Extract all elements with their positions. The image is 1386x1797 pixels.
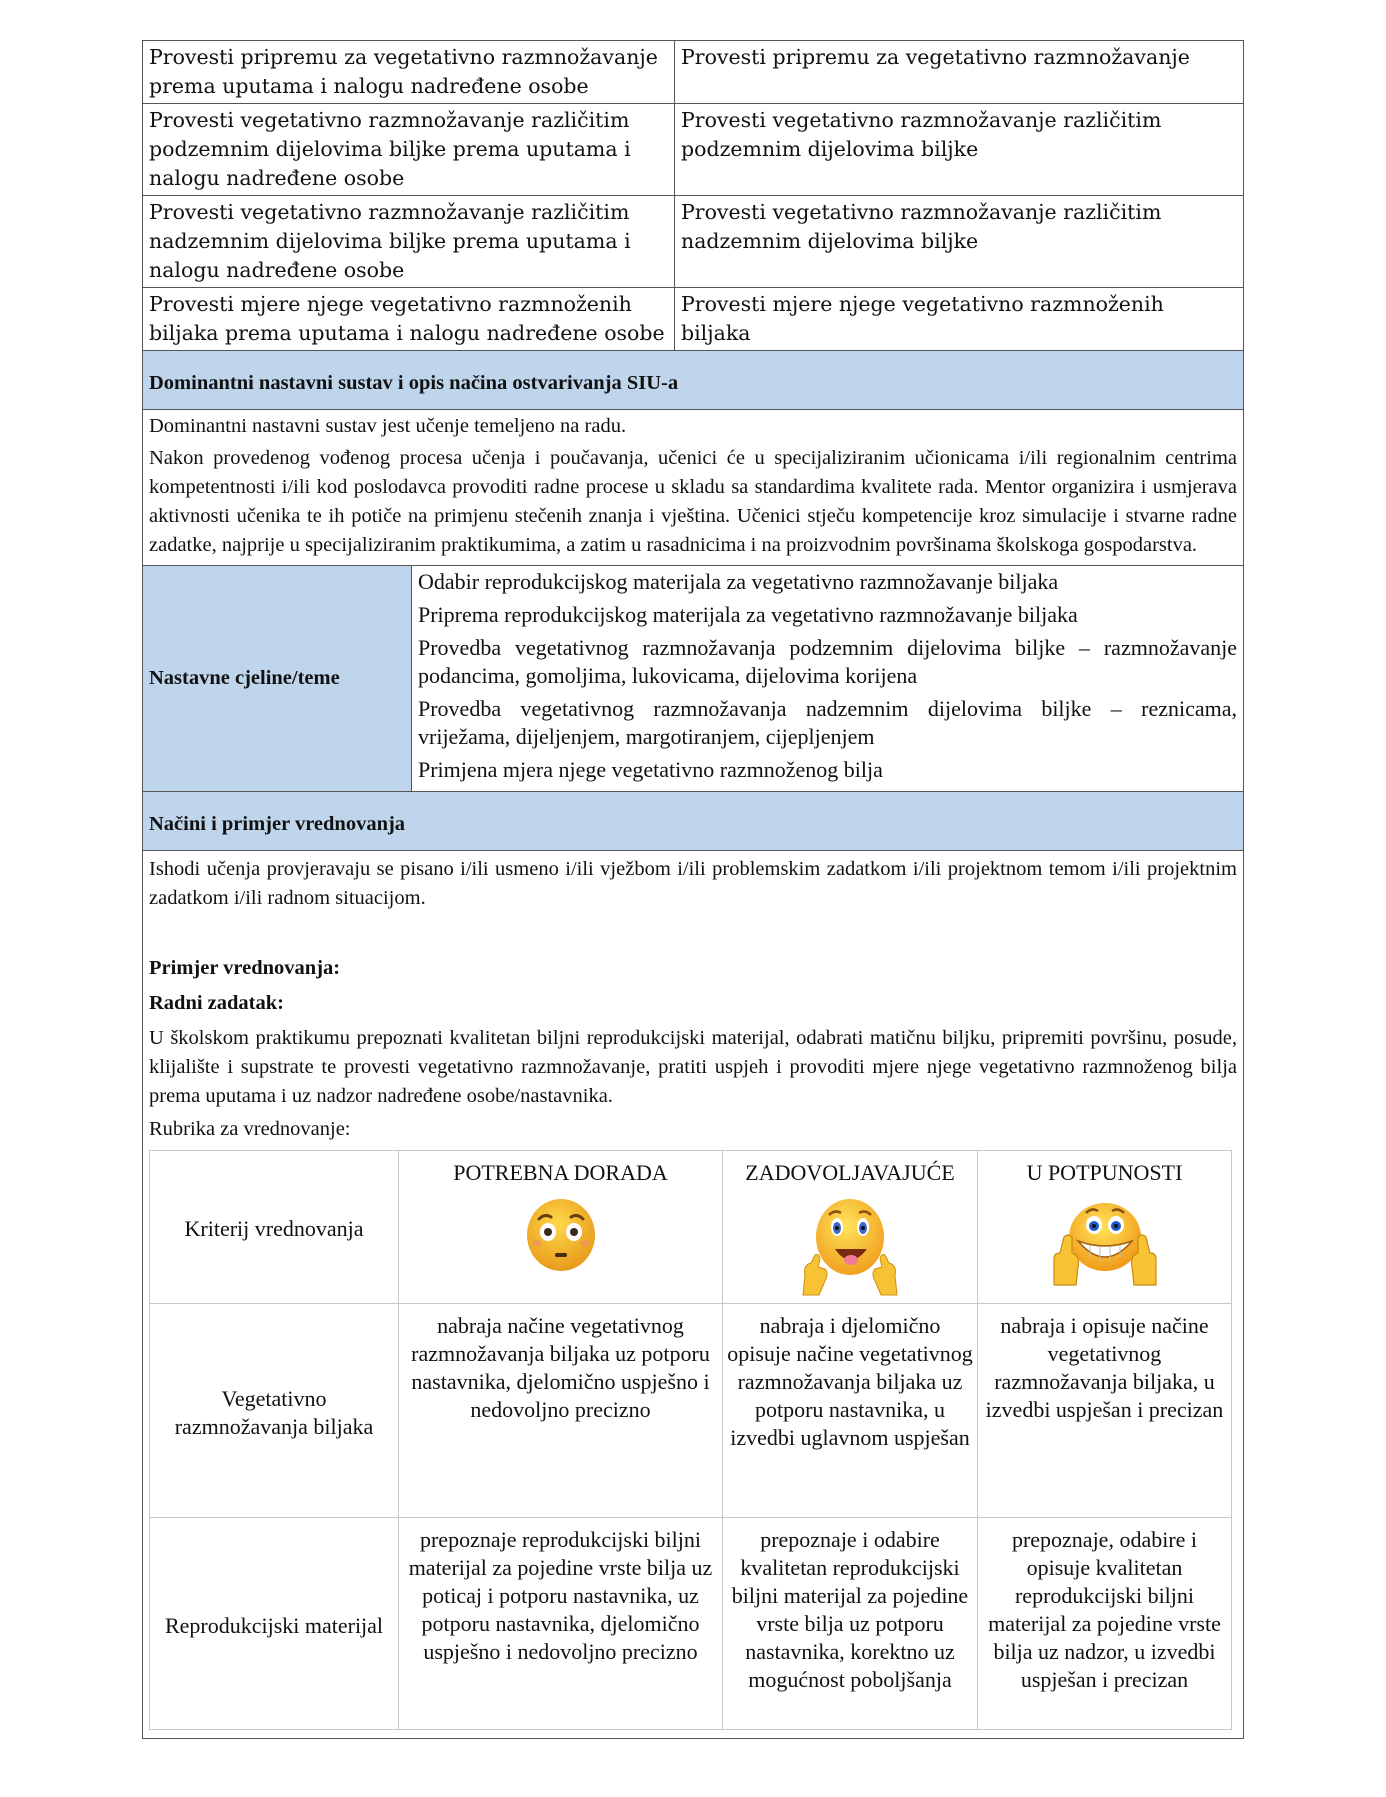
outcome-short: Provesti mjere njege vegetativno razmnoženih biljaka (675, 288, 1244, 351)
outcome-detailed: Provesti mjere njege vegetativno razmnoženih biljaka prema uputama i nalogu nadređene osobe (143, 288, 675, 351)
task-title: Radni zadatak: (149, 992, 284, 1014)
document-page (142, 40, 1243, 1739)
level-zadovoljavajuce (723, 1151, 978, 1304)
outcome-row (143, 104, 1244, 196)
dominant-para-2: Nakon provedenog vođenog procesa učenja i poučavanja, učenici će u specijaliziranim učionicama i/ili regionalnim centrima kompetentnosti i/ili kod poslodavca provoditi radne procese u skladu sa standardima kvalitete rada. Mentor organizira i usmjerava aktivnosti učenika te ih potiče na primjenu stečenih znanja i vještina. Učenici stječu kompetencije kroz simulacije i stvarne radne zadatke, najprije u specijaliziranim praktikumima, a zatim u rasadnicima i na proizvodnim površinama školskoga gospodarstva. (149, 447, 1237, 556)
curriculum-table (142, 40, 1244, 1739)
rubric-cell: prepoznaje reprodukcijski biljni materijal za pojedine vrste bilja uz poticaj i potporu nastavnika, uz potporu nastavnika, djelomično uspješno i nedovoljno precizno (399, 1518, 723, 1730)
rubric-label: Rubrika za vrednovanje: (149, 1118, 351, 1140)
topic-item: Provedba vegetativnog razmnožavanja podzemnim dijelovima biljke – razmnožavanje podancima, gomoljima, lukovicama, dijelovima korijena (418, 635, 1237, 688)
flushed-face-icon (525, 1197, 597, 1273)
level-potrebna-dorada (399, 1151, 723, 1304)
example-title: Primjer vrednovanja: (149, 957, 341, 979)
rubric-cell: prepoznaje i odabire kvalitetan reprodukcijski biljni materijal za pojedine vrste bilja uz potporu nastavnika, korektno uz mogućnost poboljšanja (723, 1518, 978, 1730)
grinning-thumbs-up-icon (1050, 1197, 1160, 1289)
level-label: ZADOVOLJAVAJUĆE (745, 1160, 955, 1185)
outcome-short: Provesti vegetativno razmnožavanje različitim nadzemnim dijelovima biljke (675, 196, 1244, 288)
task-text: U školskom praktikumu prepoznati kvalitetan biljni reprodukcijski materijal, odabrati matičnu biljku, pripremiti površinu, posude, klijalište i supstrate te provesti vegetativno razmnožavanje, pratiti uspjeh i provoditi mjere njege vegetativno razmnoženog bilja prema uputama i uz nadzor nadređene osobe/nastavnika. (149, 1027, 1237, 1107)
outcome-detailed: Provesti vegetativno razmnožavanje različitim podzemnim dijelovima biljke prema uputama i nalogu nadređene osobe (143, 104, 675, 196)
outcome-short: Provesti vegetativno razmnožavanje različitim podzemnim dijelovima biljke (675, 104, 1244, 196)
rubric-cell: nabraja i opisuje načine vegetativnog razmnožavanja biljaka, u izvedbi uspješan i precizan (978, 1304, 1232, 1518)
topics-list (412, 566, 1244, 792)
rubric-row (150, 1518, 1232, 1730)
rubric-table (149, 1150, 1232, 1730)
topic-item: Priprema reprodukcijskog materijala za vegetativno razmnožavanje biljaka (418, 602, 1078, 627)
level-label: U POTPUNOSTI (1026, 1160, 1183, 1185)
rubric-cell: nabraja načine vegetativnog razmnožavanja biljaka uz potporu nastavnika, djelomično uspješno i nedovoljno precizno (399, 1304, 723, 1518)
level-u-potpunosti (978, 1151, 1232, 1304)
outcome-detailed: Provesti pripremu za vegetativno razmnožavanje prema uputama i nalogu nadređene osobe (143, 41, 675, 104)
topic-item: Primjena mjera njege vegetativno razmnoženog bilja (418, 757, 883, 782)
dominant-description (143, 410, 1244, 566)
section-header-evaluation: Načini i primjer vrednovanja (143, 792, 1244, 851)
topic-item: Odabir reprodukcijskog materijala za vegetativno razmnožavanje biljaka (418, 569, 1059, 594)
criterion-label: Reprodukcijski materijal (150, 1518, 399, 1730)
outcome-row (143, 288, 1244, 351)
happy-face-pointing-icon (785, 1197, 915, 1297)
evaluation-intro: Ishodi učenja provjeravaju se pisano i/ili usmeno i/ili vježbom i/ili problemskim zadatkom i/ili projektnom temom i/ili projektnim zadatkom i/ili radnom situacijom. (149, 858, 1237, 909)
criterion-label: Vegetativno razmnožavanja biljaka (150, 1304, 399, 1518)
topics-label: Nastavne cjeline/teme (143, 566, 412, 792)
rubric-row (150, 1304, 1232, 1518)
dominant-para-1: Dominantni nastavni sustav jest učenje temeljeno na radu. (149, 415, 627, 437)
evaluation-content (143, 851, 1244, 1739)
level-label: POTREBNA DORADA (453, 1160, 668, 1185)
section-header-dominant: Dominantni nastavni sustav i opis načina ostvarivanja SIU-a (143, 351, 1244, 410)
topic-item: Provedba vegetativnog razmnožavanja nadzemnim dijelovima biljke – reznicama, vriježama, dijeljenjem, margotiranjem, cijepljenjem (418, 696, 1237, 749)
rubric-cell: prepoznaje, odabire i opisuje kvalitetan reprodukcijski biljni materijal za pojedine vrste bilja uz nadzor, u izvedbi uspješan i precizan (978, 1518, 1232, 1730)
rubric-header-row (150, 1151, 1232, 1304)
outcome-detailed: Provesti vegetativno razmnožavanje različitim nadzemnim dijelovima biljke prema uputama i nalogu nadređene osobe (143, 196, 675, 288)
rubric-cell: nabraja i djelomično opisuje načine vegetativnog razmnožavanja biljaka uz potporu nastavnika, u izvedbi uglavnom uspješan (723, 1304, 978, 1518)
criteria-header: Kriterij vrednovanja (150, 1151, 399, 1304)
outcome-short: Provesti pripremu za vegetativno razmnožavanje (675, 41, 1244, 104)
outcome-row (143, 196, 1244, 288)
outcome-row (143, 41, 1244, 104)
